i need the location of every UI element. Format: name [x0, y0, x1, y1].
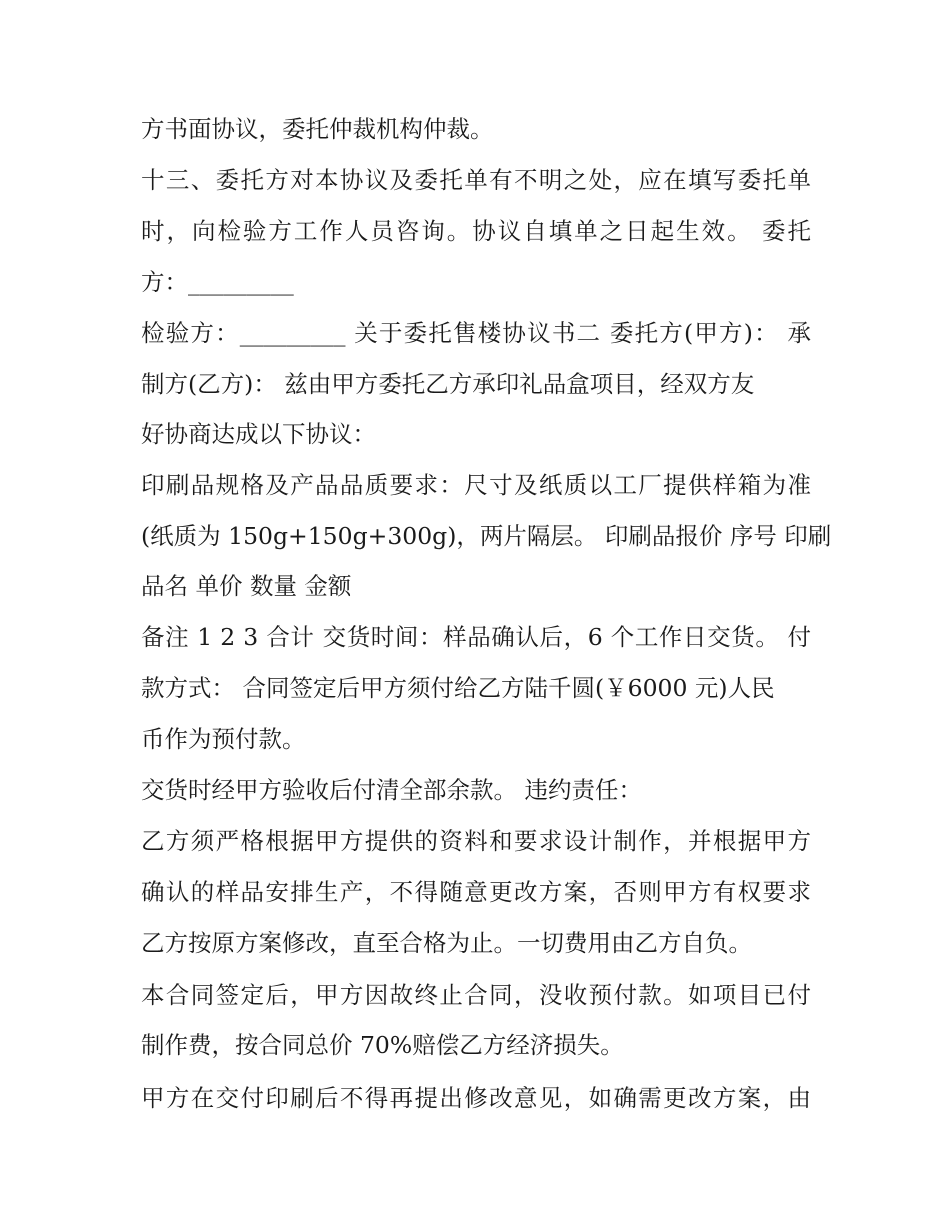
text-line: 本合同签定后，甲方因故终止合同，没收预付款。如项目已付: [141, 981, 811, 1009]
text-line: 制方(乙方)： 兹由甲方委托乙方承印礼品盒项目，经双方友: [141, 370, 755, 398]
text-line: 款方式： 合同签定后甲方须付给乙方陆千圆(￥6000 元)人民: [141, 674, 775, 702]
text-line: 乙方按原方案修改，直至合格为止。一切费用由乙方自负。: [141, 929, 752, 957]
text-line: 印刷品规格及产品品质要求：尺寸及纸质以工厂提供样箱为准: [141, 471, 811, 499]
text-line: 备注 1 2 3 合计 交货时间：样品确认后，6 个工作日交货。 付: [141, 623, 811, 651]
text-line: 时，向检验方工作人员咨询。协议自填单之日起生效。 委托: [141, 217, 811, 245]
text-line: 乙方须严格根据甲方提供的资料和要求设计制作，并根据甲方: [141, 827, 811, 855]
text-line: 方：_________: [141, 268, 294, 296]
text-line: 检验方：_________ 关于委托售楼协议书二 委托方(甲方)： 承: [141, 319, 811, 347]
text-line: 好协商达成以下协议：: [141, 420, 376, 448]
text-line: 确认的样品安排生产，不得随意更改方案，否则甲方有权要求: [141, 878, 811, 906]
text-line: 币作为预付款。: [141, 725, 306, 753]
text-line: 交货时经甲方验收后付清全部余款。 违约责任：: [141, 776, 642, 804]
text-line: 方书面协议，委托仲裁机构仲裁。: [141, 115, 494, 143]
text-line: 品名 单价 数量 金额: [141, 572, 352, 600]
text-line: 十三、委托方对本协议及委托单有不明之处，应在填写委托单: [141, 166, 811, 194]
text-line: 甲方在交付印刷后不得再提出修改意见，如确需更改方案，由: [141, 1084, 811, 1112]
text-line: 制作费，按合同总价 70%赔偿乙方经济损失。: [141, 1031, 624, 1059]
text-line: (纸质为 150g+150g+300g)，两片隔层。 印刷品报价 序号 印刷: [141, 522, 832, 550]
